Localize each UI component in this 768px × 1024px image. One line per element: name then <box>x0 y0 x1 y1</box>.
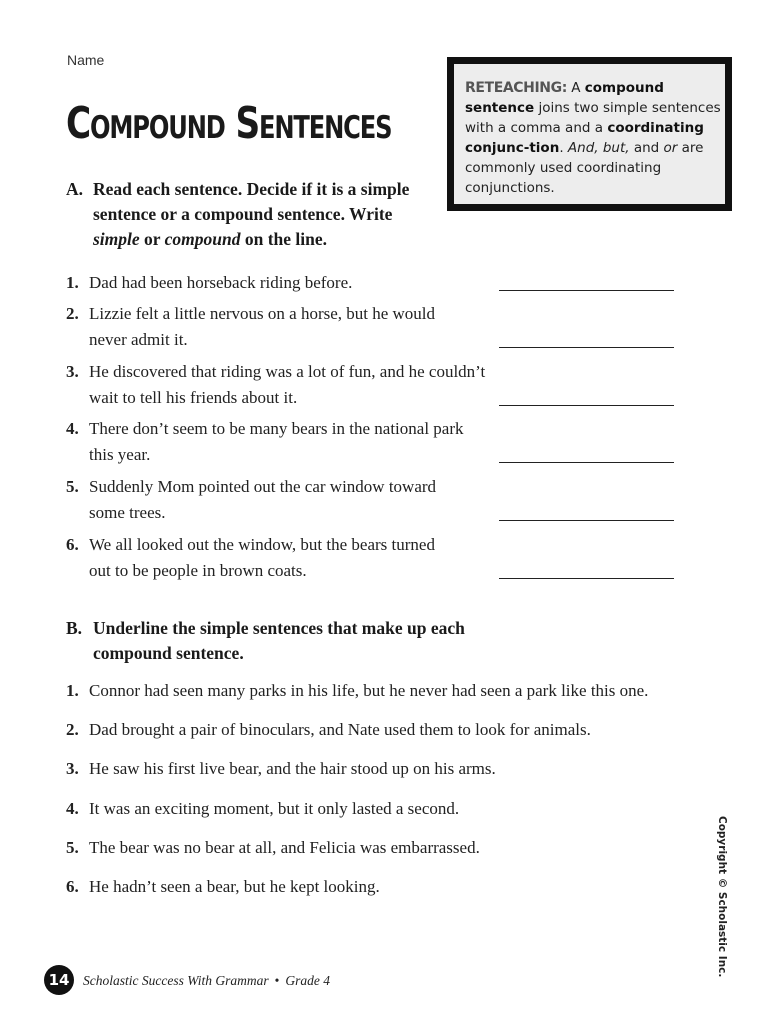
answer-line-4[interactable] <box>499 462 674 463</box>
item-number: 6. <box>66 535 79 554</box>
answer-line-6[interactable] <box>499 578 674 579</box>
list-item <box>66 270 496 296</box>
instruction-line: compound sentence. <box>93 643 244 663</box>
instruction-line: Read each sentence. Decide if it is a simple <box>93 179 410 199</box>
instruction-text: on the line. <box>240 229 328 249</box>
item-text: Lizzie felt a little nervous on a horse, but he would <box>89 304 436 323</box>
list-item <box>66 756 666 782</box>
instruction-line: Underline the simple sentences that make up each <box>93 618 465 638</box>
list-item <box>66 874 666 900</box>
item-number: 2. <box>66 304 79 323</box>
list-item <box>66 678 666 704</box>
reteach-term: coordinating conjunc-tion <box>465 120 704 156</box>
answer-line-3[interactable] <box>499 405 674 406</box>
item-text[interactable]: Connor had seen many parks in his life, but he never had seen a park like this one. <box>89 681 649 700</box>
footer <box>83 973 330 989</box>
list-item <box>66 359 496 411</box>
item-number: 4. <box>66 799 79 818</box>
item-text: He discovered that riding was a lot of fun, and he couldn’t <box>89 362 486 381</box>
section-a-letter: A. <box>66 179 84 199</box>
section-b-letter: B. <box>66 618 83 638</box>
reteach-example: or <box>663 140 678 156</box>
reteach-text: joins two simple sentences with a comma and a <box>465 100 721 136</box>
reteach-example: And, but, <box>567 140 630 156</box>
item-text: wait to tell his friends about it. <box>89 388 298 407</box>
item-text: We all looked out the window, but the bears turned <box>89 535 435 554</box>
item-text[interactable]: The bear was no bear at all, and Felicia was embarrassed. <box>89 838 480 857</box>
item-number: 2. <box>66 720 79 739</box>
book-title: Scholastic Success With Grammar <box>83 973 269 988</box>
item-text: Suddenly Mom pointed out the car window toward <box>89 477 437 496</box>
list-item <box>66 301 496 353</box>
item-number: 4. <box>66 419 79 438</box>
item-text[interactable]: He saw his first live bear, and the hair stood up on his arms. <box>89 759 496 778</box>
item-number: 1. <box>66 273 79 292</box>
answer-line-2[interactable] <box>499 347 674 348</box>
item-number: 1. <box>66 681 79 700</box>
item-text: some trees. <box>89 503 166 522</box>
page-number-badge: 14 <box>44 965 74 995</box>
reteach-text: and <box>629 140 664 156</box>
list-item <box>66 717 666 743</box>
name-label: Name <box>67 52 105 68</box>
section-b-instructions <box>66 616 506 668</box>
grade-label: Grade 4 <box>285 973 330 988</box>
page-title: Compound Sentences <box>66 98 392 149</box>
instruction-compound: compound <box>164 229 241 249</box>
footer-bullet: • <box>274 973 280 988</box>
reteach-term: compound sentence <box>465 80 664 116</box>
list-item <box>66 474 496 526</box>
reteaching-label: RETEACHING: <box>465 80 567 96</box>
instruction-simple: simple <box>93 229 140 249</box>
item-text: out to be people in brown coats. <box>89 561 307 580</box>
item-number: 3. <box>66 362 79 381</box>
item-text[interactable]: It was an exciting moment, but it only lasted a second. <box>89 799 460 818</box>
item-text[interactable]: Dad brought a pair of binoculars, and Nate used them to look for animals. <box>89 720 591 739</box>
reteaching-box <box>447 57 732 211</box>
list-item <box>66 796 666 822</box>
item-number: 5. <box>66 477 79 496</box>
list-item <box>66 835 666 861</box>
item-text: this year. <box>89 445 151 464</box>
instruction-line: sentence or a compound sentence. Write <box>93 204 393 224</box>
item-text: never admit it. <box>89 330 188 349</box>
copyright-notice: Copyright © Scholastic Inc. <box>716 816 728 978</box>
item-number: 3. <box>66 759 79 778</box>
item-text[interactable]: He hadn’t seen a bear, but he kept looking. <box>89 877 380 896</box>
answer-line-5[interactable] <box>499 520 674 521</box>
item-number: 5. <box>66 838 79 857</box>
reteach-text: are commonly used coordinating conjunctions. <box>465 140 704 196</box>
item-text: Dad had been horseback riding before. <box>89 273 353 292</box>
item-text: There don’t seem to be many bears in the national park <box>89 419 464 438</box>
reteach-text: A <box>566 80 585 96</box>
reteach-text: . <box>559 140 568 156</box>
instruction-text: or <box>139 229 165 249</box>
item-number: 6. <box>66 877 79 896</box>
answer-line-1[interactable] <box>499 290 674 291</box>
section-a-instructions <box>66 177 446 253</box>
list-item <box>66 532 496 584</box>
list-item <box>66 416 496 468</box>
instruction-line <box>93 227 453 252</box>
